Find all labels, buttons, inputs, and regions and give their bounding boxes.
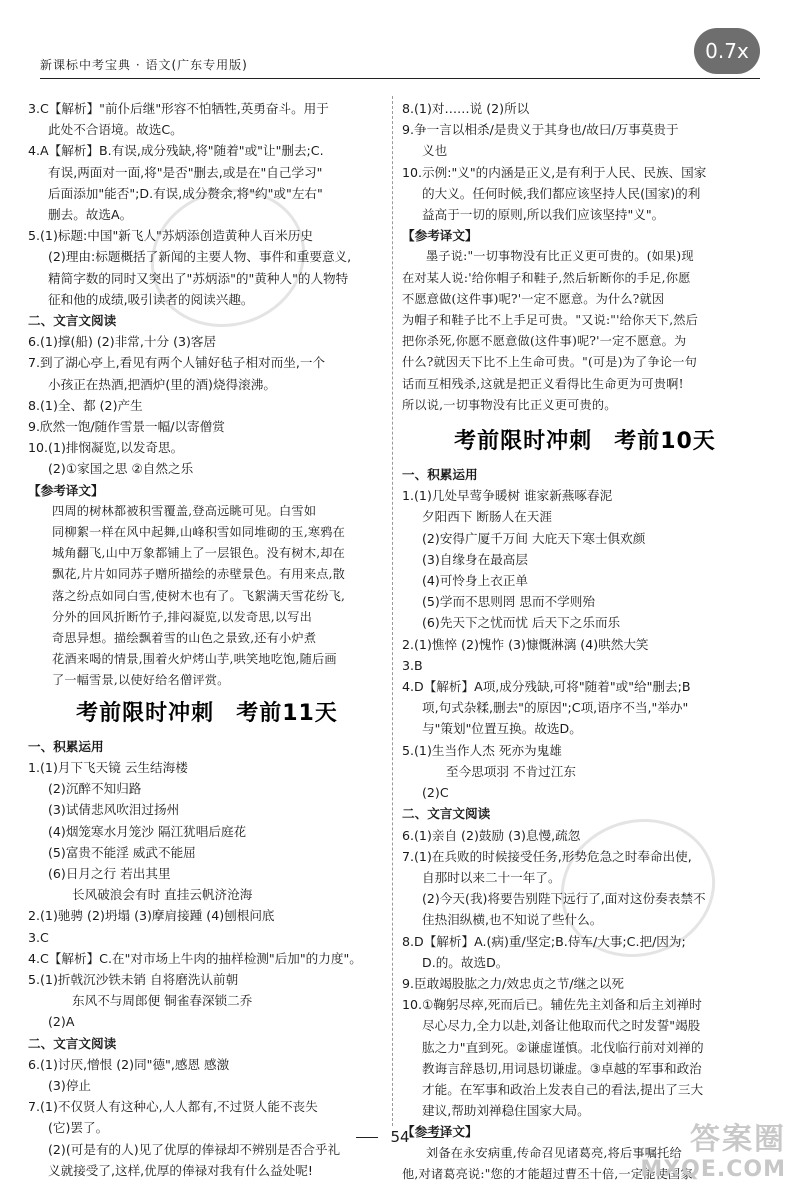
heading-days: 考前10天: [614, 429, 716, 455]
answer-line: 项,句式杂糅,删去"的原因";C项,语序不当,"举办": [422, 700, 689, 716]
answer-line: (3)自缘身在最高层: [422, 551, 528, 567]
answer-line: 6.(1)撑(船) (2)非常,十分 (3)客居: [28, 334, 217, 350]
answer-line: (它)罢了。: [48, 1120, 109, 1136]
answer-line: 3.C【解析】"前仆后继"形容不怕牺牲,英勇奋斗。用于: [28, 101, 329, 116]
answer-line: 肱之力"直到死。②谦虚谨慎。北伐临行前对刘禅的: [422, 1039, 704, 1055]
answer-line: (2)(可是有的人)见了优厚的俸禄却不辨别是否合乎礼: [48, 1141, 341, 1157]
answer-line: 至今思项羽 不肯过江东: [446, 763, 576, 779]
answer-line: 所以说,一切事物没有比正义更可贵的。: [402, 397, 617, 412]
reference-translation-label: 【参考译文】: [402, 228, 478, 244]
answer-line: 4.A【解析】B.有误,成分残缺,将"随着"或"让"删去;C.: [28, 143, 324, 159]
answer-line: (2)①家国之思 ②自然之乐: [48, 461, 194, 477]
answer-line: 有误,两面对一面,将"是否"删去,或是在"自己学习": [48, 164, 323, 180]
answer-line: 的大义。任何时候,我们都应该坚持人民(国家)的利: [422, 185, 701, 201]
answer-line: 东风不与周郎便 铜雀春深锁二乔: [72, 993, 253, 1009]
page-number-dash-left: [356, 1137, 378, 1138]
answer-line: 9.欣然一饱/随作雪景一幅/以寄僧赏: [28, 419, 225, 435]
answer-line: 为帽子和鞋子比不上手足可贵。"又说:"'给你天下,然后: [402, 313, 699, 328]
watermark-logo-text: 答案圈: [690, 1122, 786, 1157]
answer-line: 教诲言辞恳切,用词恳切谦虚。③卓越的军事和政治: [422, 1060, 702, 1076]
answer-line: (6)日月之行 若出其里: [48, 865, 171, 881]
site-watermark: [606, 1123, 786, 1183]
answer-line: (6)先天下之忧而忧 后天下之乐而乐: [422, 615, 621, 631]
answer-line: (4)烟笼寒水月笼沙 隔江犹唱后庭花: [48, 823, 247, 839]
answer-line: 义也: [422, 143, 448, 159]
left-answer-block: [28, 98, 386, 692]
right-answer-block: [402, 98, 768, 416]
answer-line: 1.(1)几处早莺争暖树 谁家新燕啄春泥: [402, 488, 613, 504]
book-title: 新课标中考宝典 · 语文(广东专用版): [40, 58, 248, 72]
answer-line: 落之纷点如同白雪,使树木也有了。飞絮满天雪花纷飞,: [52, 588, 346, 603]
answer-line: 飘花,片片如同苏子赠所描绘的赤壁景色。有用来点,散: [52, 567, 346, 582]
answer-line: 5.(1)折戟沉沙铁未销 自将磨洗认前朝: [28, 971, 239, 987]
answer-line: 9.臣敢竭股肱之力/效忠贞之节/继之以死: [402, 975, 625, 991]
reference-translation-label: 【参考译文】: [28, 482, 104, 498]
answer-line: (2)沉醉不知归路: [48, 781, 142, 797]
answer-line: 删去。故选A。: [48, 207, 133, 223]
watermark-url: MXQE.COM: [640, 1157, 786, 1182]
answer-line: (2)A: [48, 1014, 75, 1030]
answer-line: 建议,帮助刘禅稳住国家大局。: [422, 1103, 590, 1119]
answer-line: 尽心尽力,全力以赴,刘备让他取而代之时发誓"竭股: [422, 1018, 701, 1034]
section-label: 二、文言文阅读: [28, 1035, 117, 1051]
answer-line: 4.C【解析】C.在"对市场上牛肉的抽样检测"后加"的力度"。: [28, 950, 362, 966]
section-heading-11-days: [28, 692, 386, 736]
answer-line: 7.(1)不仅贤人有这种心,人人都有,不过贤人能不丧失: [28, 1099, 318, 1115]
answer-line: 城角翻飞,山中万象都铺上了一层银色。没有树木,却在: [52, 546, 346, 561]
answer-line: 夕阳西下 断肠人在天涯: [422, 509, 552, 525]
answer-line: 10.示例:"义"的内涵是正义,是有利于人民、民族、国家: [402, 164, 707, 180]
section-label: 二、文言文阅读: [28, 313, 117, 329]
heading-title: 考前限时冲刺: [454, 429, 593, 455]
answer-line: 小孩正在热酒,把酒炉(里的酒)烧得滚沸。: [48, 376, 276, 392]
answer-line: 同柳絮一样在风中起舞,山峰积雪如同堆砌的玉,寒鸦在: [52, 525, 346, 540]
right-answer-block-2: [402, 464, 768, 1185]
answer-line: 6.(1)讨厌,憎恨 (2)同"德",感恩 感激: [28, 1056, 230, 1072]
column-divider: [392, 96, 393, 1126]
answer-line: 墨子说:"一切事物没有比正义更可贵的。(如果)现: [426, 249, 694, 264]
answer-line: 征和他的成绩,吸引读者的阅读兴趣。: [48, 291, 254, 307]
right-column: [402, 98, 768, 1185]
answer-line: 后面添加"能否";D.有误,成分赘余,将"约"或"左右": [48, 185, 323, 201]
answer-line: 不愿意做(这件事)呢?'一定不愿意。为什么?就因: [402, 291, 665, 306]
answer-line: D.的。故选D。: [422, 954, 509, 970]
answer-line: 话而互相残杀,这就是把正义看得比生命更为可贵啊!: [402, 376, 684, 391]
zoom-level-badge[interactable]: 0.7x: [694, 28, 760, 74]
answer-line: (2)理由:标题概括了新闻的主要人物、事件和重要意义,: [48, 249, 352, 265]
answer-line: 2.(1)憔悴 (2)愧怍 (3)慷慨淋漓 (4)哄然大笑: [402, 636, 649, 652]
answer-line: 他,对诸葛亮说:"您的才能超过曹丕十倍,一定能使国家: [402, 1166, 693, 1181]
answer-line: 此处不合语境。故选C。: [48, 122, 183, 138]
left-answer-block-2: [28, 736, 386, 1181]
heading-days: 考前11天: [236, 700, 338, 726]
answer-line: 7.(1)在兵败的时候接受任务,形势危急之时奉命出使,: [402, 848, 692, 864]
answer-line: 与"策划"位置互换。故选D。: [422, 721, 582, 737]
page-number-dash-right: [422, 1137, 444, 1138]
heading-title: 考前限时冲刺: [76, 700, 215, 726]
answer-line: 什么?就因天下比不上生命可贵。"(可是)为了争论一句: [402, 355, 697, 370]
answer-line: 义就接受了,这样,优厚的俸禄对我有什么益处呢!: [48, 1162, 313, 1178]
answer-line: 10.①鞠躬尽瘁,死而后已。辅佐先主刘备和后主刘禅时: [402, 997, 702, 1013]
answer-line: (2)今天(我)将要告别陛下远行了,面对这份奏表禁不: [422, 891, 706, 907]
answer-line: 6.(1)亲自 (2)鼓励 (3)息慢,疏忽: [402, 827, 581, 843]
answer-line: 3.C: [28, 929, 49, 945]
answer-line: 四周的树林都被积雪覆盖,登高远眺可见。白雪如: [52, 503, 317, 518]
section-label: 一、积累运用: [402, 467, 478, 483]
answer-line: 住热泪纵横,也不知说了些什么。: [422, 912, 603, 928]
answer-line: 花酒来喝的情景,围着火炉烤山芋,哄笑地吃饱,随后画: [52, 652, 337, 667]
answer-line: 5.(1)标题:中国"新飞人"苏炳添创造黄种人百米历史: [28, 228, 313, 244]
answer-line: 7.到了湖心亭上,看见有两个人铺好毡子相对而坐,一个: [28, 355, 326, 371]
answer-line: 4.D【解析】A项,成分残缺,可将"随着"或"给"删去;B: [402, 679, 691, 695]
answer-line: (3)停止: [48, 1077, 92, 1093]
answer-line: 8.(1)对……说 (2)所以: [402, 101, 530, 116]
answer-line: 了一幅雪景,以使好给名僧评赏。: [52, 673, 230, 688]
answer-line: 8.D【解析】A.(病)重/坚定;B.侍车/大事;C.把/因为;: [402, 933, 686, 949]
answer-line: (4)可怜身上衣正单: [422, 573, 528, 589]
answer-line: 长风破浪会有时 直挂云帆济沧海: [72, 887, 253, 903]
section-heading-10-days: [402, 420, 768, 464]
answer-line: (5)学而不思则罔 思而不学则殆: [422, 594, 595, 610]
left-column: [28, 98, 386, 1181]
answer-line: 自那时以来二十一年了。: [422, 869, 561, 885]
answer-line: (3)试倩悲风吹泪过扬州: [48, 802, 180, 818]
answer-line: (2)安得广厦千万间 大庇天下寒士俱欢颜: [422, 530, 646, 546]
reference-translation-label: 【参考译文】: [402, 1124, 478, 1140]
answer-line: 益高于一切的原则,所以我们应该坚持"义"。: [422, 207, 665, 223]
answer-line: 才能。在军事和政治上发表自己的看法,提出了三大: [422, 1081, 704, 1097]
answer-line: 10.(1)排悯凝览,以发奇思。: [28, 440, 184, 456]
answer-line: 8.(1)全、都 (2)产生: [28, 397, 143, 413]
answer-line: 2.(1)驰骋 (2)坍塌 (3)摩肩接踵 (4)刨根问底: [28, 908, 275, 924]
answer-line: 把你杀死,你愿不愿意做(这件事)呢?'一定不愿意。为: [402, 334, 687, 349]
answer-line: 5.(1)生当作人杰 死亦为鬼雄: [402, 742, 562, 758]
page-number-text: 54: [390, 1128, 410, 1146]
answer-line: (2)C: [422, 785, 449, 801]
answer-line: 精简字数的同时又突出了"苏炳添"的"黄种人"的人物特: [48, 270, 349, 286]
page-header: [40, 52, 760, 79]
answer-line: 9.争一言以相杀/是贵义于其身也/故曰/万事莫贵于: [402, 122, 679, 138]
section-label: 一、积累运用: [28, 738, 104, 754]
answer-line: 3.B: [402, 657, 423, 673]
answer-line: 奇思异想。描绘飘着雪的山色之景致,还有小炉煮: [52, 631, 317, 646]
answer-line: 刘备在永安病重,传命召见诸葛亮,将后事嘱托给: [426, 1145, 682, 1160]
answer-line: 1.(1)月下飞天镜 云生结海楼: [28, 759, 188, 775]
answer-line: 在对某人说:'给你帽子和鞋子,然后斩断你的手足,你愿: [402, 270, 691, 285]
answer-line: (5)富贵不能淫 威武不能屈: [48, 844, 196, 860]
section-label: 二、文言文阅读: [402, 806, 491, 822]
answer-line: 分外的回风折断竹子,排闷凝览,以发奇思,以写出: [52, 609, 312, 624]
